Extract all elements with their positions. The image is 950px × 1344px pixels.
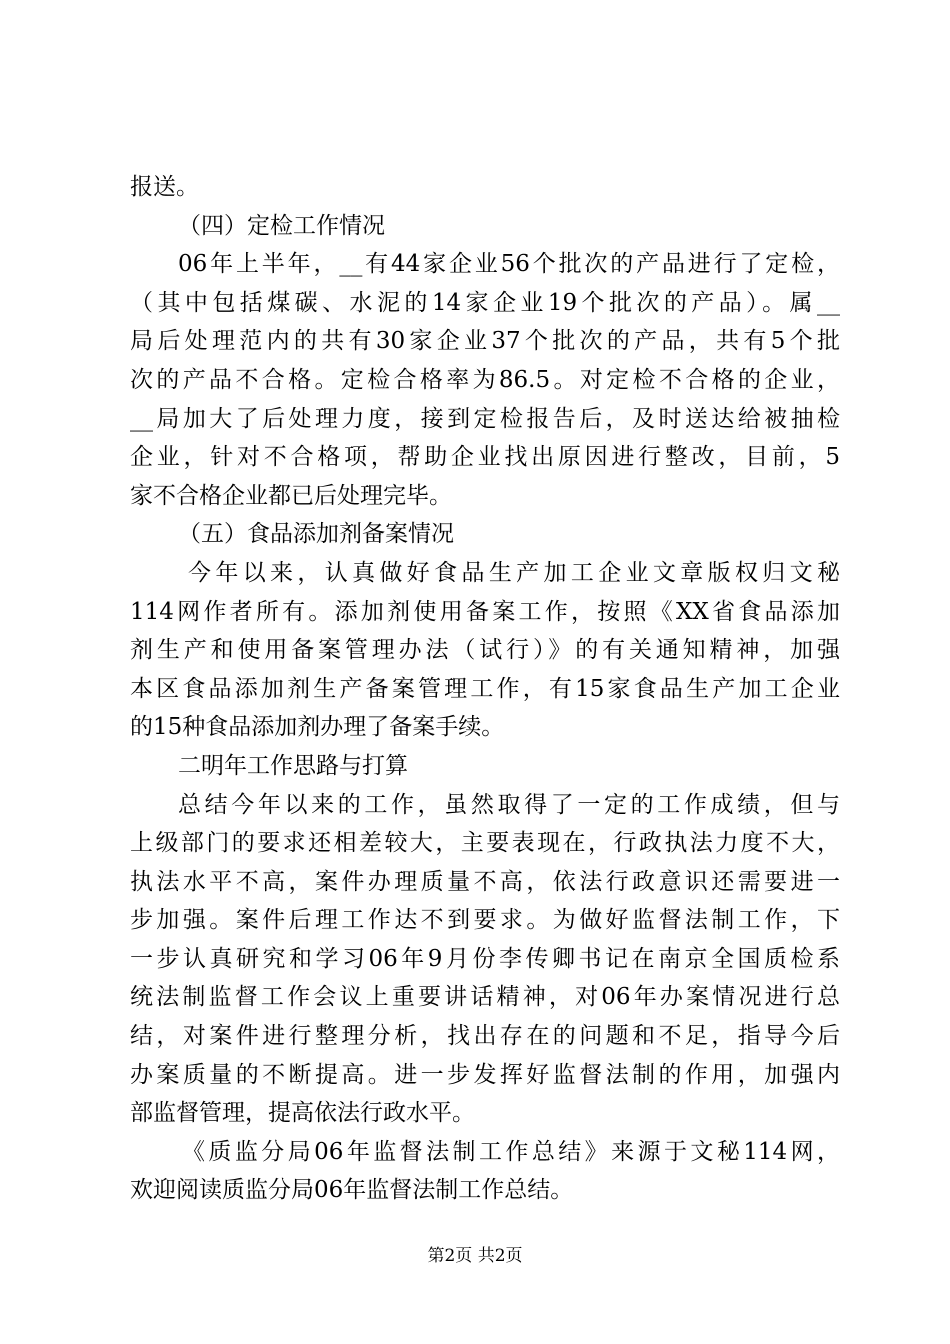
text-line: 次的产品不合格。定检合格率为86.5。对定检不合格的企业， [130,366,840,393]
text-line: （其中包括煤碳、水泥的14家企业19个批次的产品）。属__ [130,289,840,316]
text-line: 报送。 [130,174,199,200]
text-line: 一步认真研究和学习06年9月份李传卿书记在南京全国质检系 [130,945,840,972]
section-heading-5: （五）食品添加剂备案情况 [178,521,454,548]
text-line: 总结今年以来的工作，虽然取得了一定的工作成绩，但与 [178,791,840,818]
section-heading-4: （四）定检工作情况 [178,212,385,239]
page-footer: 第2页 共2页 [427,1246,523,1266]
text-line: 执法水平不高，案件办理质量不高，依法行政意识还需要进一 [130,868,840,895]
text-line: 企业，针对不合格项，帮助企业找出原因进行整改，目前，5 [130,444,840,471]
text-line: 剂生产和使用备案管理办法（试行）》的有关通知精神，加强 [130,637,840,664]
text-line: 步加强。案件后理工作达不到要求。为做好监督法制工作，下 [130,907,840,934]
text-line: 今年以来，认真做好食品生产加工企业文章版权归文秘 [188,559,840,586]
text-line: 本区食品添加剂生产备案管理工作，有15家食品生产加工企业 [130,675,840,702]
text-line: 局后处理范内的共有30家企业37个批次的产品，共有5个批 [130,328,840,355]
text-line: 部监督管理，提高依法行政水平。 [130,1100,475,1127]
text-line: 家不合格企业都已后处理完毕。 [130,482,452,509]
text-line: 114网作者所有。添加剂使用备案工作，按照《XX省食品添加 [130,598,840,625]
section-heading-2: 二明年工作思路与打算 [178,752,408,779]
document-body [130,168,840,1210]
text-line: 办案质量的不断提高。进一步发挥好监督法制的作用，加强内 [130,1061,840,1088]
text-line: 欢迎阅读质监分局06年监督法制工作总结。 [130,1177,574,1204]
text-line: 06年上半年，__有44家企业56个批次的产品进行了定检， [178,251,840,278]
text-line: 统法制监督工作会议上重要讲话精神，对06年办案情况进行总 [130,984,840,1011]
text-line: 结，对案件进行整理分析，找出存在的问题和不足，指导今后 [130,1023,840,1050]
text-line: 《质监分局06年监督法制工作总结》来源于文秘114网， [182,1138,840,1165]
text-line: 的15种食品添加剂办理了备案手续。 [130,714,505,741]
text-line: __局加大了后处理力度，接到定检报告后，及时送达给被抽检 [130,405,840,432]
text-line: 上级部门的要求还相差较大，主要表现在，行政执法力度不大， [130,830,840,857]
